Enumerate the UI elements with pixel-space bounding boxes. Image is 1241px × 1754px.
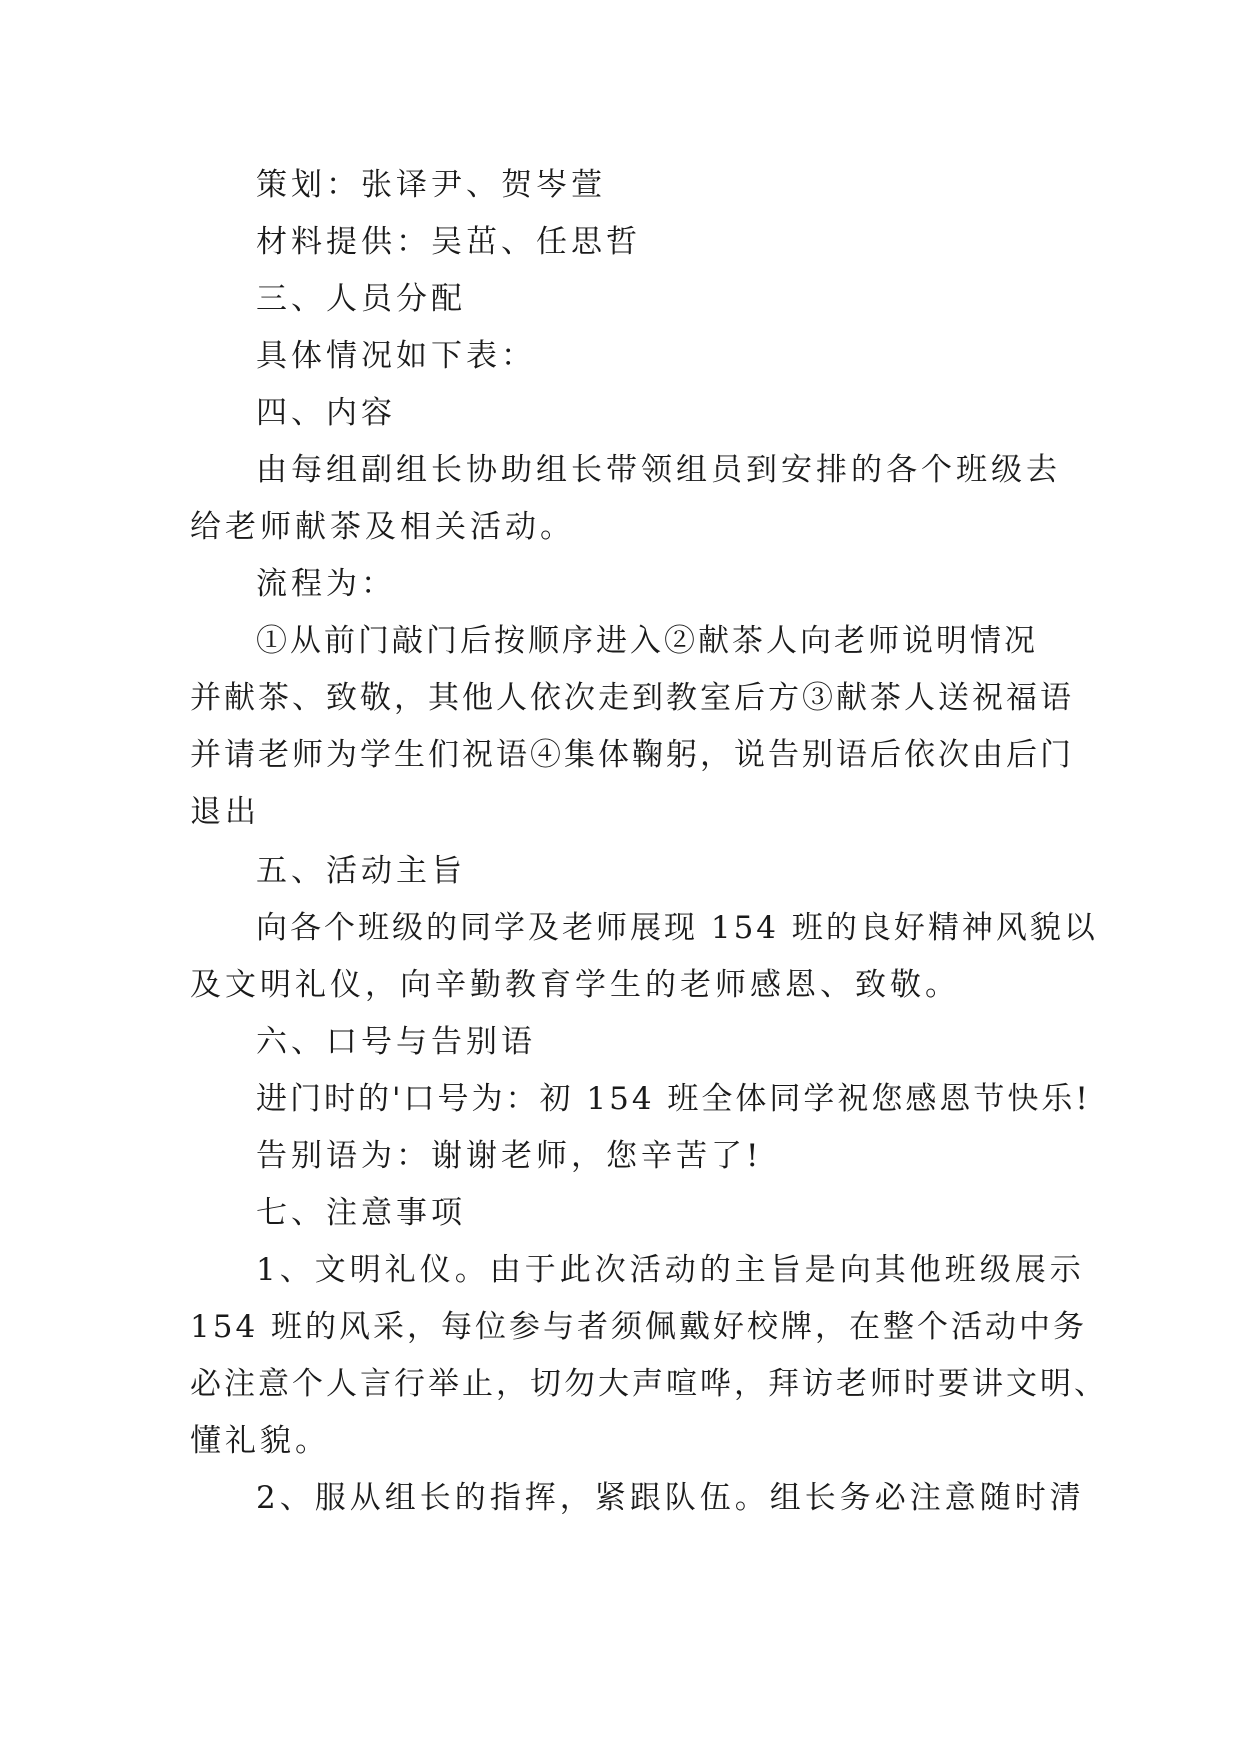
materials-line: 材料提供：吴茁、任思哲 <box>256 224 641 260</box>
purpose-paragraph-line-2: 及文明礼仪，向辛勤教育学生的老师感恩、致敬。 <box>190 967 960 1003</box>
note-1-line-3: 必注意个人言行举止，切勿大声喧哗，拜访老师时要讲文明、 <box>190 1366 1108 1402</box>
process-paragraph-line-2: 并献茶、致敬，其他人依次走到教室后方③献茶人送祝福语 <box>190 680 1074 716</box>
note-1-line-4: 懂礼貌。 <box>190 1423 330 1459</box>
purpose-paragraph-line-1: 向各个班级的同学及老师展现 154 班的良好精神风貌以 <box>256 910 1098 946</box>
section-heading-staffing: 三、人员分配 <box>256 281 466 317</box>
process-paragraph-line-1: ①从前门敲门后按顺序进入②献茶人向老师说明情况 <box>256 623 1038 659</box>
content-paragraph-line-1: 由每组副组长协助组长带领组员到安排的各个班级去 <box>256 452 1061 488</box>
process-paragraph-line-4: 退出 <box>190 794 260 830</box>
section-heading-slogan: 六、口号与告别语 <box>256 1024 536 1060</box>
note-2-line-1: 2、服从组长的指挥，紧跟队伍。组长务必注意随时清 <box>256 1480 1085 1516</box>
note-1-line-2: 154 班的风采，每位参与者须佩戴好校牌，在整个活动中务 <box>190 1309 1088 1345</box>
farewell-line: 告别语为：谢谢老师，您辛苦了! <box>256 1138 763 1174</box>
staffing-text: 具体情况如下表： <box>256 338 536 374</box>
content-paragraph-line-2: 给老师献茶及相关活动。 <box>190 509 575 545</box>
process-paragraph-line-3: 并请老师为学生们祝语④集体鞠躬，说告别语后依次由后门 <box>190 737 1074 773</box>
section-heading-notes: 七、注意事项 <box>256 1195 466 1231</box>
note-1-line-1: 1、文明礼仪。由于此次活动的主旨是向其他班级展示 <box>256 1252 1085 1288</box>
planner-line: 策划：张译尹、贺岑萱 <box>256 167 606 203</box>
section-heading-purpose: 五、活动主旨 <box>256 853 466 889</box>
slogan-line: 进门时的'口号为：初 154 班全体同学祝您感恩节快乐! <box>256 1081 1091 1117</box>
process-label: 流程为： <box>256 566 396 602</box>
section-heading-content: 四、内容 <box>256 395 396 431</box>
